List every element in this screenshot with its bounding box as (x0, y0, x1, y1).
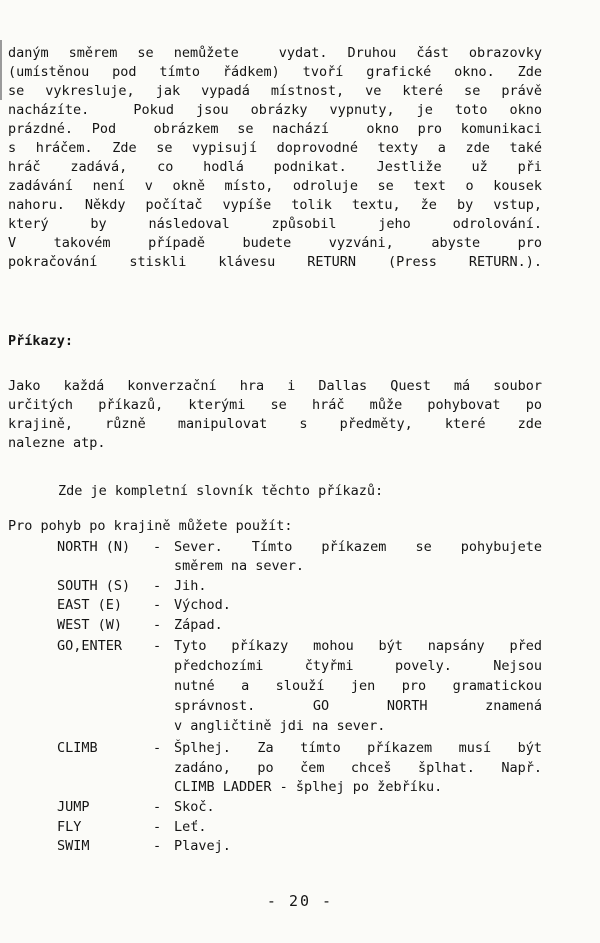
page-number: - 20 - (266, 892, 334, 910)
section-heading: Příkazy: (8, 333, 74, 349)
intro-line: nahoru. Někdy počítač vypíše tolik textu, že by vstup, (8, 197, 542, 213)
command-dash: - (153, 539, 162, 555)
intro-line: hráč zadává, co hodlá podnikat. Jestliže už při (8, 159, 542, 175)
command-name: FLY (57, 819, 82, 835)
command-dash: - (153, 578, 162, 594)
command-name: CLIMB (57, 740, 98, 756)
intro-line: (umístěnou pod tímto řádkem) tvoří grafické okno. Zde (8, 64, 542, 80)
command-desc-line: Skoč. (174, 799, 215, 815)
command-desc-line: směrem na sever. (174, 558, 305, 574)
command-desc-line: CLIMB LADDER - šplhej po žebříku. (174, 779, 443, 795)
para-line: nalezne atp. (8, 435, 106, 451)
command-name: SOUTH (S) (57, 578, 131, 594)
command-dash: - (153, 638, 162, 654)
command-name: WEST (W) (57, 617, 123, 633)
movement-intro: Pro pohyb po krajině můžete použít: (8, 518, 293, 534)
command-dash: - (153, 799, 162, 815)
command-desc-line: správnost. GO NORTH znamená (174, 698, 542, 714)
para-line: Jako každá konverzační hra i Dallas Quest má soubor (8, 378, 542, 394)
intro-line: se vykresluje, jak vypadá místnost, ve které se právě (8, 83, 542, 99)
command-desc-line: v angličtině jdi na sever. (174, 718, 386, 734)
command-desc-line: Jih. (174, 578, 207, 594)
intro-line: zadávání není v okně místo, odroluje se text o kousek (8, 178, 542, 194)
command-desc-line: Šplhej. Za tímto příkazem musí být (174, 740, 542, 756)
command-name: EAST (E) (57, 597, 123, 613)
command-desc-line: Plavej. (174, 838, 231, 854)
command-name: GO,ENTER (57, 638, 123, 654)
command-dash: - (153, 740, 162, 756)
intro-line: daným směrem se nemůžete vydat. Druhou část obrazovky (8, 45, 542, 61)
para-line: krajině, různě manipulovat s předměty, které zde (8, 416, 542, 432)
dictionary-intro: Zde je kompletní slovník těchto příkazů: (58, 483, 384, 499)
intro-line: který by následoval způsobil jeho odrolování. (8, 216, 542, 232)
command-desc-line: zadáno, po čem chceš šplhat. Např. (174, 760, 542, 776)
intro-line: pokračování stiskli klávesu RETURN (Press RETURN.). (8, 254, 542, 270)
intro-line: s hráčem. Zde se vypisují doprovodné texty a zde také (8, 140, 542, 156)
command-desc-line: Tyto příkazy mohou být napsány před (174, 638, 542, 654)
command-name: NORTH (N) (57, 539, 131, 555)
command-name: JUMP (57, 799, 90, 815)
command-desc-line: Východ. (174, 597, 231, 613)
command-desc-line: nutné a slouží jen pro gramatickou (174, 678, 542, 694)
command-dash: - (153, 838, 162, 854)
command-desc-line: Sever. Tímto příkazem se pohybujete (174, 539, 542, 555)
command-desc-line: Leť. (174, 819, 207, 835)
para-line: určitých příkazů, kterými se hráč může pohybovat po (8, 397, 542, 413)
command-dash: - (153, 819, 162, 835)
command-desc-line: předchozími čtyřmi povely. Nejsou (174, 658, 542, 674)
intro-line: prázdné. Pod obrázkem se nachází okno pro komunikaci (8, 121, 542, 137)
command-desc-line: Západ. (174, 617, 223, 633)
intro-line: nacházíte. Pokud jsou obrázky vypnuty, je toto okno (8, 102, 542, 118)
command-dash: - (153, 597, 162, 613)
command-dash: - (153, 617, 162, 633)
intro-line: V takovém případě budete vyzváni, abyste pro (8, 235, 542, 251)
command-name: SWIM (57, 838, 90, 854)
scan-margin-mark (0, 40, 2, 100)
